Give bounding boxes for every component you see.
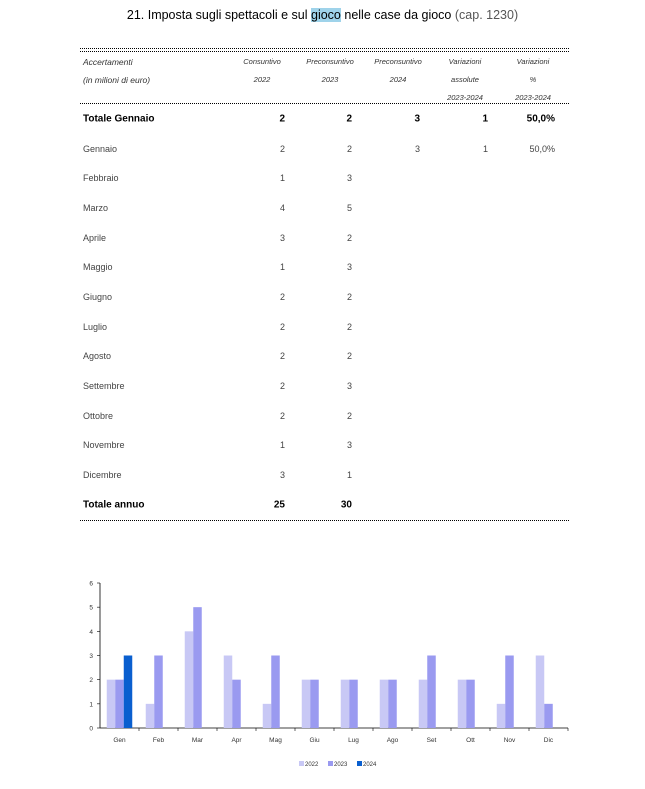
row-label: Totale Gennaio	[83, 113, 155, 125]
header-col5-l2: %	[529, 75, 537, 84]
title-suffix: nelle case da gioco	[340, 8, 452, 22]
x-tick-label: Feb	[152, 737, 165, 744]
header-col4-l3: 2023-2024	[447, 93, 483, 102]
x-tick-label: Set	[426, 737, 437, 744]
row-label: Luglio	[83, 321, 108, 332]
bar-2024-Gen	[124, 656, 133, 729]
cell-c2: 30	[340, 499, 352, 511]
y-tick-label: 2	[89, 677, 93, 685]
x-tick-label: Apr	[231, 737, 242, 744]
data-table	[80, 48, 569, 521]
row-label: Agosto	[83, 351, 112, 362]
legend-swatch-2024	[357, 761, 362, 766]
row-label: Totale annuo	[83, 499, 145, 511]
cell-c1: 2	[279, 381, 285, 392]
y-tick-label: 3	[89, 653, 93, 660]
cell-c1: 1	[279, 262, 285, 273]
header-col4-l2: assolute	[451, 75, 479, 84]
x-tick-label: Nov	[503, 737, 516, 744]
table-total-row	[80, 104, 569, 134]
row-label: Ottobre	[83, 410, 114, 421]
bar-2022-Lug	[341, 680, 350, 728]
cell-c1: 1	[279, 173, 285, 184]
cell-c1: 2	[279, 321, 285, 332]
header-col1-l1: Consuntivo	[243, 57, 281, 66]
cell-c1: 25	[273, 499, 285, 511]
header-col1-l2: 2022	[253, 75, 271, 84]
y-tick-label: 4	[89, 628, 93, 636]
table-row	[80, 282, 569, 312]
bar-2022-Nov	[497, 704, 506, 728]
cell-c2: 2	[346, 351, 352, 362]
legend-label: 2022	[305, 762, 319, 768]
table-row	[80, 460, 569, 490]
table-row	[80, 312, 569, 342]
cell-c2: 3	[346, 262, 352, 273]
cell-c1: 3	[279, 470, 285, 481]
y-tick-label: 5	[89, 604, 93, 612]
header-col2-l1: Preconsuntivo	[306, 57, 354, 66]
table-bottom-rule	[80, 520, 569, 521]
cell-c4: 1	[482, 113, 488, 125]
bar-2023-Ott	[466, 680, 475, 728]
table-row	[80, 163, 569, 193]
cell-c1: 2	[279, 410, 285, 421]
y-tick-label: 6	[89, 580, 93, 588]
bar-chart	[0, 570, 645, 780]
x-tick-label: Dic	[543, 737, 554, 744]
row-label: Aprile	[83, 232, 107, 243]
bar-2022-Ago	[380, 680, 389, 728]
cell-c2: 2	[346, 410, 352, 421]
y-tick-label: 1	[89, 701, 93, 709]
bar-2023-Lug	[349, 680, 358, 728]
bar-2023-Giu	[310, 680, 319, 728]
cell-c1: 2	[279, 351, 285, 362]
bar-2023-Mar	[193, 607, 202, 728]
cell-c5: 50,0%	[526, 113, 555, 125]
header-col4-l1: Variazioni	[448, 57, 482, 66]
title-highlight: gioco	[311, 8, 341, 22]
cell-c5: 50,0%	[529, 143, 555, 154]
row-label: Marzo	[83, 202, 109, 213]
cell-c2: 3	[346, 381, 352, 392]
cell-c2: 5	[346, 202, 352, 213]
bar-2023-Ago	[388, 680, 397, 728]
bar-2022-Giu	[302, 680, 311, 728]
bar-2023-Gen	[115, 680, 124, 728]
row-label: Maggio	[83, 262, 113, 273]
header-col3-l1: Preconsuntivo	[374, 57, 422, 66]
cell-c2: 2	[346, 113, 352, 125]
bar-2022-Feb	[146, 704, 155, 728]
row-label: Gennaio	[83, 143, 118, 154]
cell-c4: 1	[482, 143, 488, 154]
bar-2023-Set	[427, 656, 436, 729]
page-title	[0, 8, 645, 22]
table-row	[80, 342, 569, 372]
bar-2022-Mag	[263, 704, 272, 728]
cell-c2: 3	[346, 173, 352, 184]
legend-swatch-2023	[328, 761, 333, 766]
x-tick-label: Gen	[113, 737, 126, 744]
bar-2022-Apr	[224, 656, 233, 729]
table-row	[80, 134, 569, 164]
bar-2023-Apr	[232, 680, 241, 728]
table-body	[80, 104, 569, 520]
row-label: Settembre	[83, 381, 125, 392]
cell-c2: 2	[346, 232, 352, 243]
cell-c2: 2	[346, 321, 352, 332]
bar-2023-Dic	[544, 704, 553, 728]
header-col2-l2: 2023	[321, 75, 339, 84]
x-tick-label: Lug	[348, 737, 359, 744]
table-header	[80, 51, 569, 103]
table-row	[80, 193, 569, 223]
table-row	[80, 431, 569, 461]
cell-c2: 2	[346, 291, 352, 302]
cell-c3: 3	[414, 143, 420, 154]
cell-c2: 1	[346, 470, 352, 481]
cell-c1: 3	[279, 232, 285, 243]
cell-c1: 2	[279, 291, 285, 302]
header-accertamenti: Accertamenti	[83, 57, 133, 67]
x-tick-label: Giu	[309, 737, 320, 744]
row-label: Dicembre	[83, 470, 122, 481]
bar-2022-Mar	[185, 631, 194, 728]
row-label: Febbraio	[83, 173, 119, 184]
x-tick-label: Mag	[269, 737, 282, 744]
bar-2023-Nov	[505, 656, 514, 729]
bar-2023-Feb	[154, 656, 163, 729]
cell-c2: 2	[346, 143, 352, 154]
title-cap: (cap. 1230)	[454, 8, 519, 22]
bar-2022-Ott	[458, 680, 467, 728]
legend-label: 2023	[334, 762, 348, 768]
bar-2022-Gen	[107, 680, 116, 728]
cell-c1: 4	[279, 202, 285, 213]
legend-label: 2024	[363, 762, 377, 768]
bar-2023-Mag	[271, 656, 280, 729]
x-tick-label: Mar	[191, 737, 204, 744]
x-tick-label: Ago	[386, 737, 399, 744]
row-label: Giugno	[83, 291, 113, 302]
legend-swatch-2022	[299, 761, 304, 766]
cell-c1: 1	[279, 440, 285, 451]
row-label: Novembre	[83, 440, 125, 451]
header-col5-l1: Variazioni	[516, 57, 550, 66]
cell-c1: 2	[279, 113, 285, 125]
header-col5-l3: 2023-2024	[515, 93, 551, 102]
table-row	[80, 371, 569, 401]
y-tick-label: 0	[89, 725, 93, 733]
cell-c1: 2	[279, 143, 285, 154]
bar-2022-Dic	[536, 656, 545, 729]
header-unita: (in milioni di euro)	[83, 75, 151, 85]
cell-c2: 3	[346, 440, 352, 451]
title-prefix: 21. Imposta sugli spettacoli e sul	[126, 8, 311, 22]
x-tick-label: Ott	[466, 737, 475, 744]
cell-c3: 3	[414, 113, 420, 125]
table-row	[80, 223, 569, 253]
bar-2022-Set	[419, 680, 428, 728]
table-row	[80, 252, 569, 282]
header-col3-l2: 2024	[389, 75, 407, 84]
table-row	[80, 401, 569, 431]
table-total-row	[80, 490, 569, 520]
